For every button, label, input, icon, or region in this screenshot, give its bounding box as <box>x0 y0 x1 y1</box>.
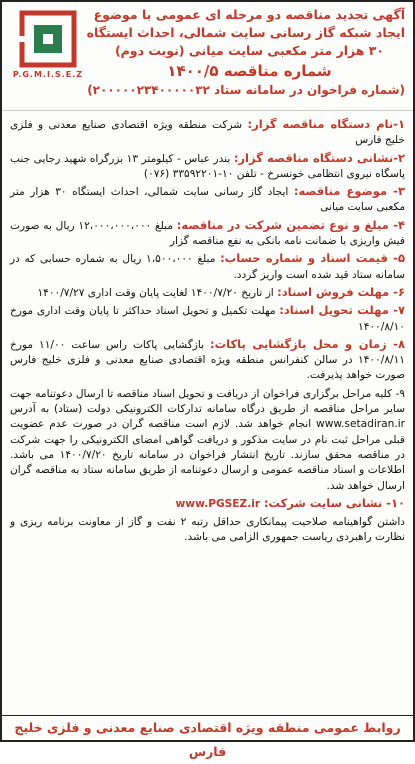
item-9 <box>10 386 405 494</box>
item-label: ۷- مهلت تحویل اسناد: <box>279 303 405 318</box>
item-text: ۹- کلیه مراحل برگزاری فراخوان از دریافت و تحویل اسناد مناقصه تا ارسال دعوتنامه جهت سایر مراحل مناقصه از طریق درگاه سامانه تدارکات الکترونیکی دولت (ستاد) به آدرس www.setadiran.ir انجام خواهد شد. لازم است مناقصه گران در صورت عدم عضویت قبلی مراحل ثبت نام در سایت مذکور و دریافت گواهی امضای الکترونیکی را جهت شرکت در مناقصه محقق سازند. تاریخ انتشار فراخوان در سامانه تاریخ ۱۴۰۰/۷/۲۰ می باشد. اطلاعات و اسناد مناقصه عمومی و ارسال دعوتنامه از طریق سامانه ستاد به مناقصه گران ارسال خواهد شد. <box>10 387 405 492</box>
title-line-2: ایجاد شبکه گاز رسانی سایت شمالی، احداث ایستگاه <box>86 25 405 40</box>
item-label: ۵- قیمت اسناد و شماره حساب: <box>220 251 405 266</box>
notice-header <box>2 2 413 111</box>
notice-footer: روابط عمومی منطقه ویژه اقتصادی صنایع معدنی و فلزی خلیج فارس <box>2 715 413 740</box>
item-8 <box>10 337 405 384</box>
tender-number: شماره مناقصه ۱۴۰۰/۵ <box>167 62 332 80</box>
item-label: ۱۰- نشانی سایت شرکت: <box>263 495 405 510</box>
item-7 <box>10 303 405 335</box>
company-logo <box>12 10 84 90</box>
item-label: ۸- زمان و محل بازگشایی پاکات: <box>210 336 405 351</box>
item-label: ۴- مبلغ و نوع تضمین شرکت در مناقصه: <box>176 217 405 232</box>
title-line-3: ۳۰ هزار متر مکعبی سایت میانی (نوبت دوم) <box>114 43 385 58</box>
item-label: ۶- مهلت فروش اسناد: <box>277 284 405 299</box>
item-3 <box>10 184 405 216</box>
logo-text: P.G.M.I.S.E.Z <box>12 70 84 79</box>
title-line-1: آگهی تجدید مناقصه دو مرحله ای عمومی با موضوع <box>93 7 405 22</box>
item-1 <box>10 117 405 149</box>
item-label: ۳- موضوع مناقصه: <box>293 184 405 199</box>
item-2 <box>10 151 405 183</box>
item-10 <box>10 496 405 512</box>
item-text: ایجاد گاز رسانی سایت شمالی، احداث ایستگاه ۳۰ هزار متر مکعبی سایت میانی <box>10 186 405 214</box>
item-text: از تاریخ ۱۴۰۰/۷/۲۰ لغایت پایان وقت اداری ۱۴۰۰/۷/۲۷ <box>37 286 278 299</box>
title-block <box>86 6 405 99</box>
item-6 <box>10 285 405 301</box>
item-4 <box>10 218 405 250</box>
item-text: مبلغ ۱۲،۰۰۰،۰۰۰،۰۰۰ ریال به صورت فیش واریزی یا ضمانت نامه بانکی به نفع مناقصه گزار <box>10 219 405 248</box>
logo-icon <box>19 10 77 68</box>
website-link[interactable]: www.PGSEZ.ir <box>175 497 264 510</box>
item-text: داشتن گواهینامه صلاحیت پیمانکاری حداقل رتبه ۲ نفت و گاز از معاونت برنامه ریزی و نظارت راهبردی ریاست جمهوری الزامی می باشد. <box>10 516 405 544</box>
item-text: مبلغ ۱،۵۰۰،۰۰۰ ریال به شماره حسابی که در سامانه ستاد قید شده است واریز گردد. <box>10 253 405 281</box>
item-label: ۱-نام دستگاه مناقصه گزار: <box>247 117 405 131</box>
item-text: بازگشایی پاکات راس ساعت ۱۱/۰۰ مورخ ۱۴۰۰/۸/۱۱ در سالن کنفرانس منطقه ویژه اقتصادی صنایع معدنی و فلزی خلیج فارس صورت خواهد پذیرفت. <box>10 338 405 382</box>
item-text: مهلت تکمیل و تحویل اسناد حداکثر تا پایان وقت اداری مورخ ۱۴۰۰/۸/۱۰ <box>10 305 405 333</box>
notice-body <box>2 111 413 546</box>
portal-number: (شماره فراخوان در سامانه ستاد ۲۰۰۰۰۰۲۳۴۰۰۰۰۰۳۲) <box>87 83 405 97</box>
item-text: شرکت منطقه ویژه اقتصادی صنایع معدنی و فلزی خلیج فارس <box>10 119 405 147</box>
item-label: ۲-نشانی دستگاه مناقصه گزار: <box>233 150 405 165</box>
item-requirement <box>10 514 405 546</box>
item-text: بندر عباس - کیلومتر ۱۳ بزرگراه شهید رجایی جنب پاسگاه نیروی انتظامی خونسرخ - تلفن ۱۰-۳۳۵۹۲۲۰۱ (۰۷۶) <box>10 152 405 180</box>
item-5 <box>10 251 405 283</box>
